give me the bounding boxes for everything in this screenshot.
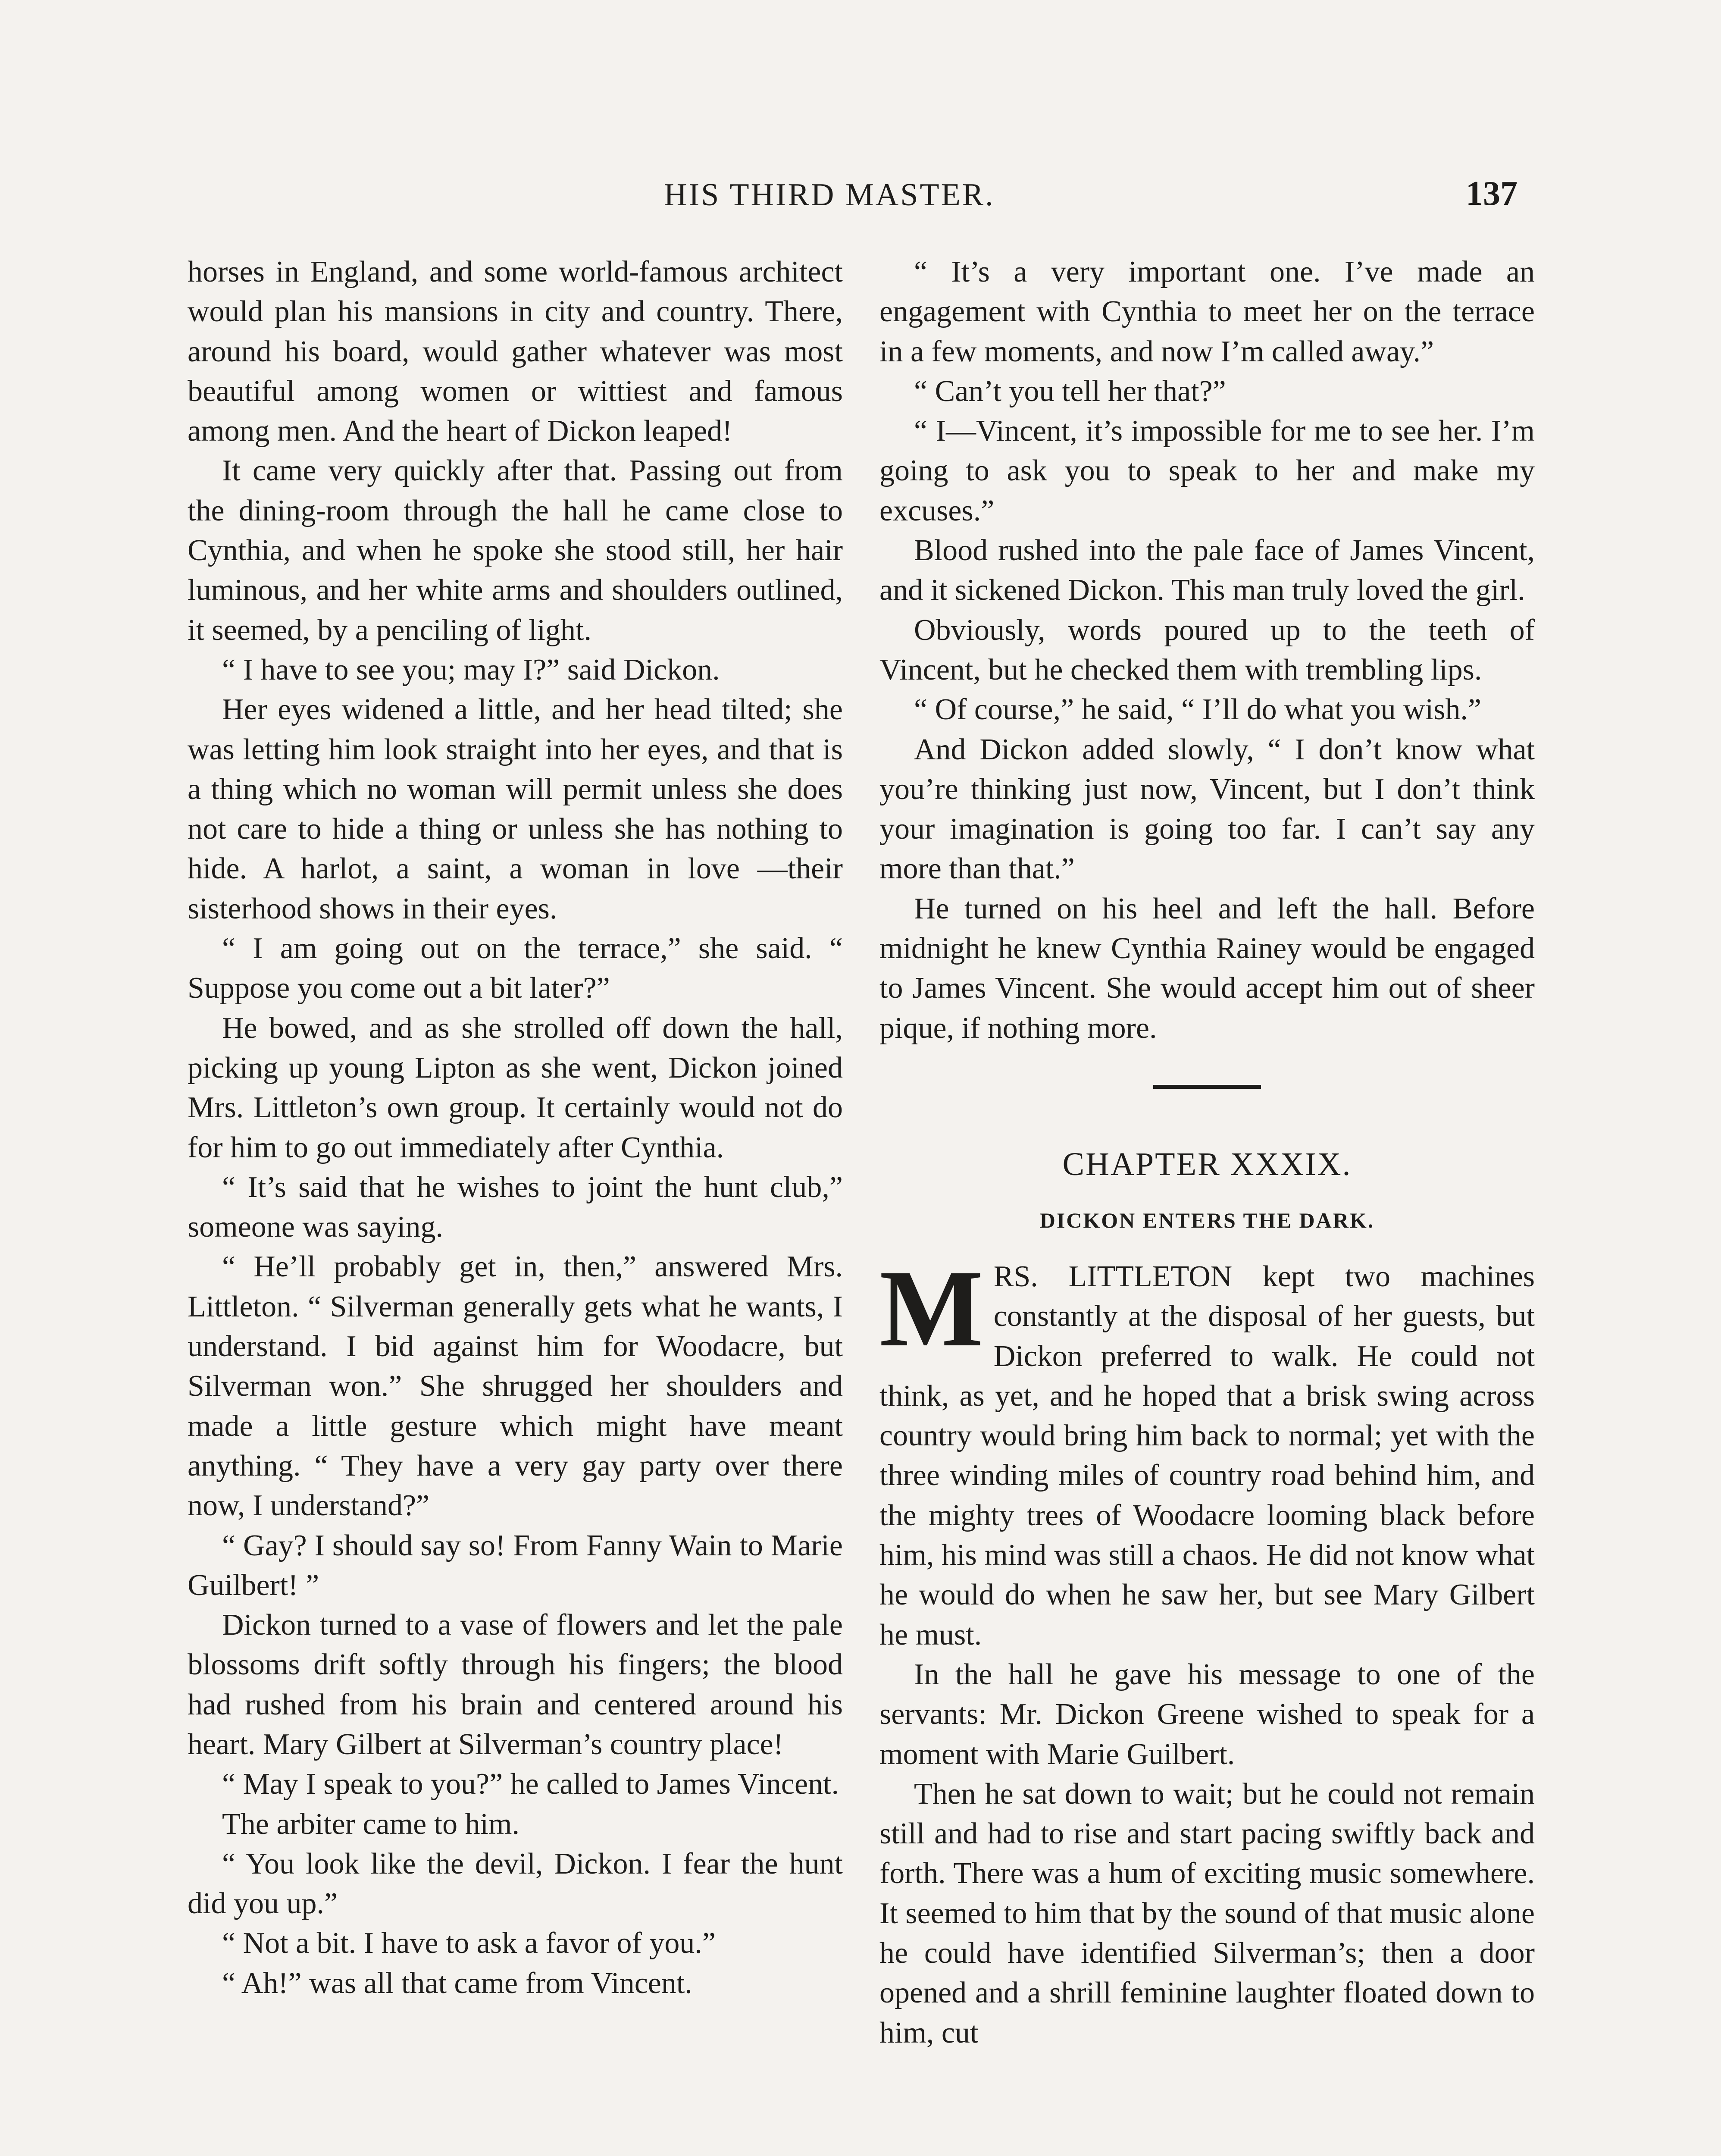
paragraph: In the hall he gave his message to one of the servants: Mr. Dickon Greene wished to speak for a moment with Marie Guilbert. [879, 1658, 1535, 1771]
paragraph: Her eyes widened a little, and her head tilted; she was letting him look straight into her eyes, and that is a thing which no woman will permit unless she does not care to hide a thing or unless she has nothing to hide. A harlot, a saint, a woman in love —their sisterhood shows in their eyes. [188, 693, 843, 925]
section-divider [1153, 1085, 1261, 1089]
paragraph: He bowed, and as she strolled off down the hall, picking up young Lipton as she went, Dickon joined Mrs. Littleton’s own group. It certainly would not do for him to go out immediately after Cynthia. [188, 1011, 843, 1164]
paragraph: It came very quickly after that. Passing out from the dining-room through the hall he came close to Cynthia, and when he spoke she stood still, her hair luminous, and her white arms and shoulders outlined, it seemed, by a penciling of light. [188, 454, 843, 647]
paragraph: “ Of course,” he said, “ I’ll do what you wish.” [914, 693, 1481, 727]
paragraph: “ Gay? I should say so! From Fanny Wain to Marie Guilbert! ” [188, 1529, 843, 1602]
paragraph: Dickon turned to a vase of flowers and let the pale blossoms drift softly through his fingers; the blood had rushed from his brain and centered around his heart. Mary Gilbert at Silverman’s country place! [188, 1608, 843, 1761]
paragraph: “ You look like the devil, Dickon. I fear the hunt did you up.” [188, 1847, 843, 1921]
page-number: 137 [1466, 175, 1518, 213]
right-column [879, 252, 1535, 2053]
chapter-subtitle: DICKON ENTERS THE DARK. [1039, 1208, 1375, 1232]
paragraph: Then he sat down to wait; but he could not remain still and had to rise and start pacing swiftly back and forth. There was a hum of exciting music somewhere. It seemed to him that by the sound of that music alone he could have identified Silverman’s; then a door opened and a shrill feminine laughter floated down to him, cut [879, 1777, 1535, 2049]
paragraph: Obviously, words poured up to the teeth of Vincent, but he checked them with trembling lips. [879, 613, 1535, 686]
paragraph: And Dickon added slowly, “ I don’t know what you’re thinking just now, Vincent, but I don’t think your imagination is going too far. I can’t say any more than that.” [879, 733, 1535, 886]
paragraph: “ He’ll probably get in, then,” answered Mrs. Littleton. “ Silverman generally gets what he wants, I understand. I bid against him for Woodacre, but Silverman won.” She shrugged her shoulders and made a little gesture which might have meant anything. “ They have a very gay party over there now, I understand?” [188, 1250, 843, 1523]
paragraph: The arbiter came to him. [222, 1807, 519, 1841]
chapter-title: CHAPTER XXXIX. [1062, 1146, 1352, 1182]
paragraph: “ It’s a very important one. I’ve made an engagement with Cynthia to meet her on the terrace in a few moments, and now I’m called away.” [879, 255, 1535, 368]
paragraph: “ May I speak to you?” he called to James Vincent. [222, 1767, 839, 1801]
paragraph: He turned on his heel and left the hall. Before midnight he knew Cynthia Rainey would be engaged to James Vincent. She would accept him out of sheer pique, if nothing more. [879, 892, 1535, 1045]
chapter-body [879, 1247, 1535, 2053]
paragraph: “ Ah!” was all that came from Vincent. [222, 1966, 692, 2000]
left-column [188, 252, 843, 2003]
paragraph: “ I—Vincent, it’s impossible for me to see her. I’m going to ask you to speak to her and make my excuses.” [879, 414, 1535, 527]
paragraph: “ Not a bit. I have to ask a favor of you.” [222, 1927, 716, 1960]
chapter-opening-paragraph [879, 1247, 1535, 1655]
running-head: HIS THIRD MASTER. [664, 177, 995, 213]
opening-text: RS. LITTLETON kept two machines constantly at the disposal of her guests, but Dickon preferred to walk. He could not think, as yet, and he hoped that a brisk swing across country would bring him back to normal; yet with the three winding miles of country road behind him, and the mighty trees of Woodacre looming black before him, his mind was still a chaos. He did not know what he would do when he saw her, but see Mary Gilbert he must. [879, 1260, 1535, 1651]
paragraph: “ Can’t you tell her that?” [914, 374, 1226, 408]
paragraph: horses in England, and some world-famous architect would plan his mansions in city and country. There, around his board, would gather whatever was most beautiful among women or wittiest and famous among men. And the heart of Dickon leaped! [188, 255, 843, 448]
paragraph: “ I have to see you; may I?” said Dickon. [222, 653, 720, 686]
paragraph: “ It’s said that he wishes to joint the hunt club,” someone was saying. [188, 1170, 843, 1244]
paragraph: “ I am going out on the terrace,” she said. “ Suppose you come out a bit later?” [188, 932, 843, 1005]
paragraph: Blood rushed into the pale face of James Vincent, and it sickened Dickon. This man truly loved the girl. [879, 534, 1535, 607]
drop-cap: M [879, 1247, 983, 1369]
